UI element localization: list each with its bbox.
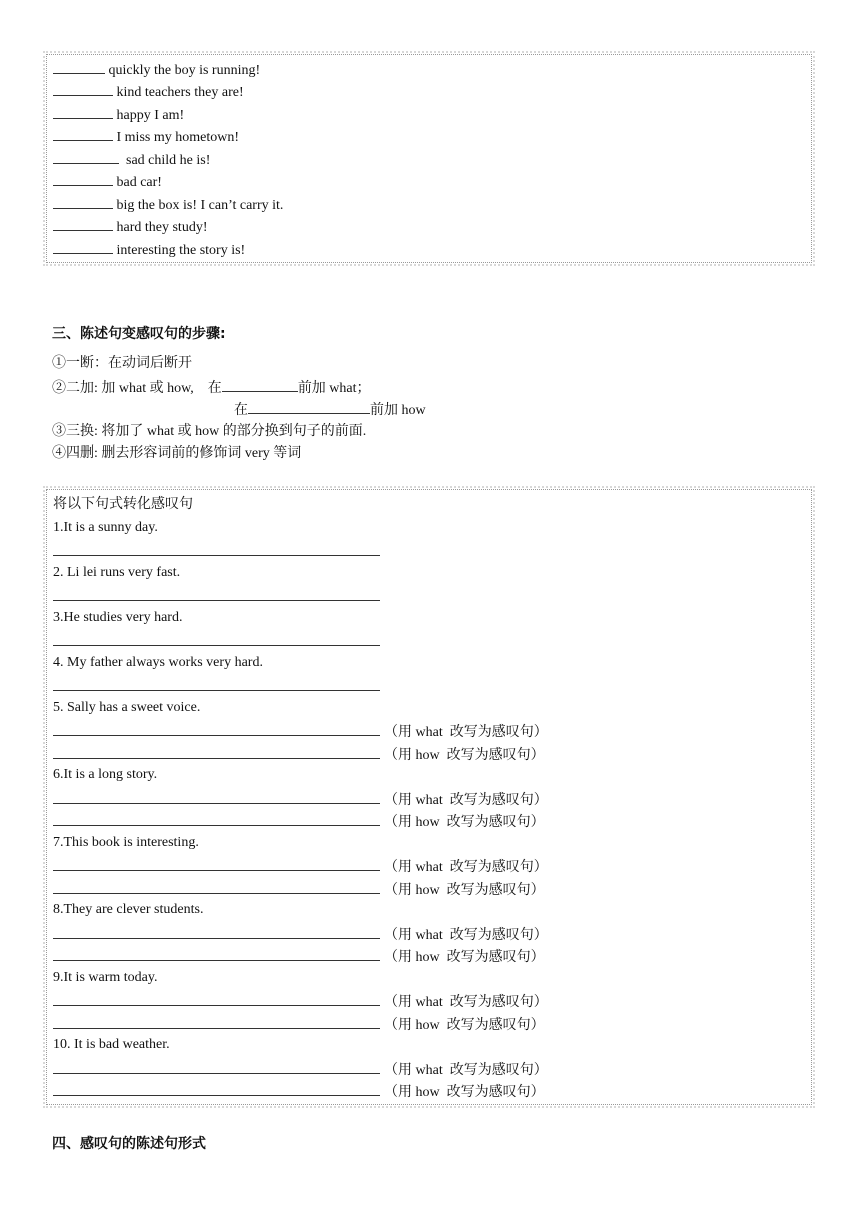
what-hint: （用 what 改写为感叹句） bbox=[384, 793, 548, 808]
answer-line[interactable] bbox=[53, 1013, 380, 1029]
step-two-what: ②二加: 加 what 或 how, 在 前加 what； bbox=[52, 377, 371, 399]
step-blank bbox=[248, 399, 370, 414]
answer-line[interactable] bbox=[53, 630, 380, 646]
step-three: ③三换: 将加了 what 或 how 的部分换到句子的前面. bbox=[52, 424, 367, 439]
how-hint: （用 how 改写为感叹句） bbox=[384, 950, 545, 965]
question: 8.They are clever students. bbox=[53, 902, 204, 917]
answer-line[interactable] bbox=[53, 788, 380, 804]
answer-blank[interactable] bbox=[53, 239, 113, 254]
exercise-instruction: 将以下句式转化感叹句 bbox=[53, 497, 193, 512]
answer-row bbox=[53, 720, 548, 743]
step-two-how: 在 前加 how bbox=[234, 399, 426, 421]
answer-line[interactable] bbox=[53, 855, 380, 871]
how-hint: （用 how 改写为感叹句） bbox=[384, 1018, 545, 1033]
answer-line[interactable] bbox=[53, 1080, 380, 1096]
exercise-item: kind teachers they are! bbox=[53, 81, 244, 103]
answer-line[interactable] bbox=[53, 810, 380, 826]
exercise-box-one bbox=[46, 54, 812, 263]
exercise-item: I miss my hometown! bbox=[53, 126, 239, 148]
how-hint: （用 how 改写为感叹句） bbox=[384, 1085, 545, 1100]
section-four-title: 四、感叹句的陈述句形式 bbox=[52, 1136, 206, 1152]
step-blank bbox=[222, 377, 298, 392]
answer-blank[interactable] bbox=[53, 59, 105, 74]
answer-row bbox=[53, 675, 380, 698]
what-hint: （用 what 改写为感叹句） bbox=[384, 928, 548, 943]
exercise-item: big the box is! I can’t carry it. bbox=[53, 194, 283, 216]
answer-row bbox=[53, 990, 548, 1013]
exercise-item: sad child he is! bbox=[53, 149, 210, 171]
step-four: ④四删: 删去形容词前的修饰词 very 等词 bbox=[52, 446, 302, 461]
answer-row bbox=[53, 540, 380, 563]
question: 4. My father always works very hard. bbox=[53, 655, 263, 670]
section-three-title: 三、陈述句变感叹句的步骤: bbox=[52, 326, 226, 342]
how-hint: （用 how 改写为感叹句） bbox=[384, 748, 545, 763]
answer-row bbox=[53, 743, 545, 766]
question: 9.It is warm today. bbox=[53, 970, 158, 985]
answer-line[interactable] bbox=[53, 945, 380, 961]
answer-row bbox=[53, 1080, 545, 1103]
exercise-item: hard they study! bbox=[53, 216, 207, 238]
answer-row bbox=[53, 855, 548, 878]
what-hint: （用 what 改写为感叹句） bbox=[384, 860, 548, 875]
exercise-box-two bbox=[46, 489, 812, 1105]
answer-blank[interactable] bbox=[53, 149, 119, 164]
question: 2. Li lei runs very fast. bbox=[53, 565, 181, 580]
exercise-item: interesting the story is! bbox=[53, 239, 245, 261]
what-hint: （用 what 改写为感叹句） bbox=[384, 995, 548, 1010]
question: 5. Sally has a sweet voice. bbox=[53, 700, 201, 715]
answer-blank[interactable] bbox=[53, 126, 113, 141]
answer-line[interactable] bbox=[53, 720, 380, 736]
answer-line[interactable] bbox=[53, 990, 380, 1006]
answer-line[interactable] bbox=[53, 540, 380, 556]
exercise-item: happy I am! bbox=[53, 104, 184, 126]
answer-row bbox=[53, 1013, 545, 1036]
answer-line[interactable] bbox=[53, 1058, 380, 1074]
question: 7.This book is interesting. bbox=[53, 835, 199, 850]
answer-line[interactable] bbox=[53, 675, 380, 691]
answer-row bbox=[53, 878, 545, 901]
answer-blank[interactable] bbox=[53, 194, 113, 209]
exercise-item: bad car! bbox=[53, 171, 162, 193]
question: 1.It is a sunny day. bbox=[53, 520, 158, 535]
answer-line[interactable] bbox=[53, 585, 380, 601]
answer-line[interactable] bbox=[53, 923, 380, 939]
answer-row bbox=[53, 585, 380, 608]
answer-row bbox=[53, 810, 545, 833]
answer-blank[interactable] bbox=[53, 216, 113, 231]
what-hint: （用 what 改写为感叹句） bbox=[384, 725, 548, 740]
answer-line[interactable] bbox=[53, 878, 380, 894]
answer-blank[interactable] bbox=[53, 81, 113, 96]
answer-row bbox=[53, 945, 545, 968]
question: 10. It is bad weather. bbox=[53, 1037, 170, 1052]
answer-blank[interactable] bbox=[53, 171, 113, 186]
question: 6.It is a long story. bbox=[53, 767, 158, 782]
answer-row bbox=[53, 630, 380, 653]
answer-row bbox=[53, 788, 548, 811]
answer-row bbox=[53, 1058, 548, 1081]
step-one: ①一断：在动词后断开 bbox=[52, 356, 192, 371]
how-hint: （用 how 改写为感叹句） bbox=[384, 815, 545, 830]
answer-row bbox=[53, 923, 548, 946]
what-hint: （用 what 改写为感叹句） bbox=[384, 1063, 548, 1078]
exercise-item: quickly the boy is running! bbox=[53, 59, 260, 81]
answer-line[interactable] bbox=[53, 743, 380, 759]
how-hint: （用 how 改写为感叹句） bbox=[384, 883, 545, 898]
question: 3.He studies very hard. bbox=[53, 610, 183, 625]
answer-blank[interactable] bbox=[53, 104, 113, 119]
